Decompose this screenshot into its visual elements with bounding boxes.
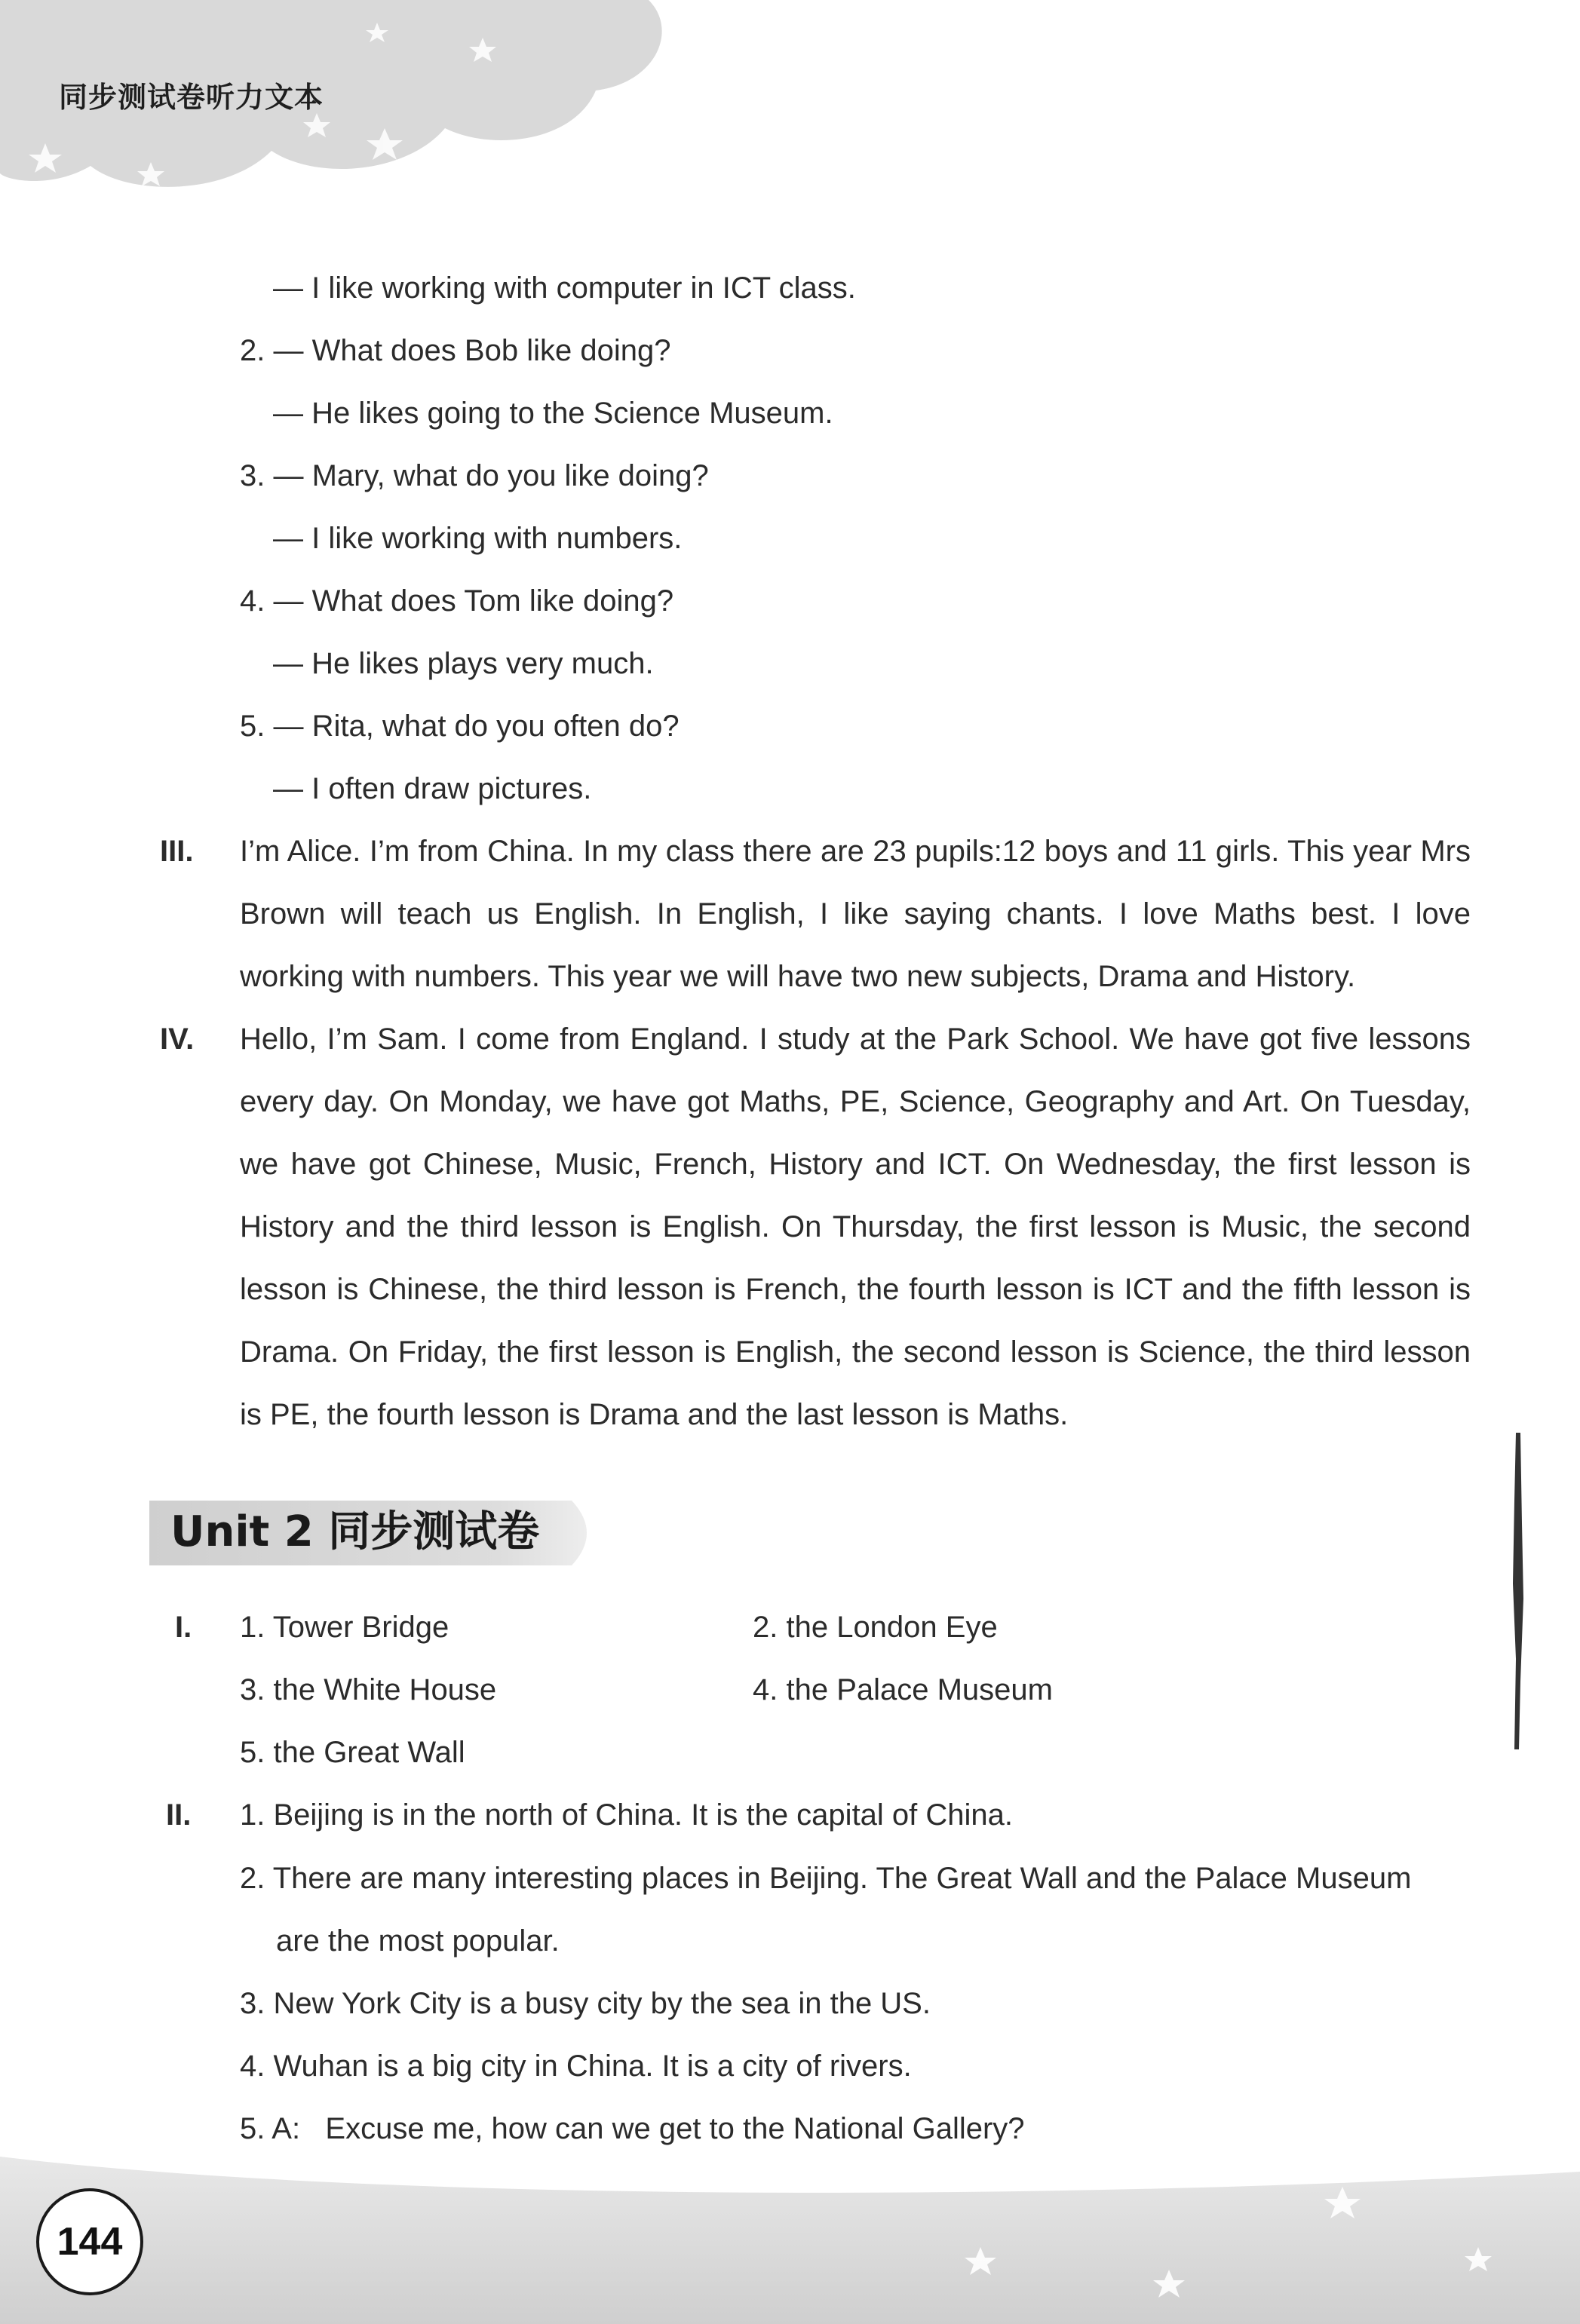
page-number: 144: [57, 2220, 123, 2264]
section-label-iii: III.: [160, 835, 194, 868]
sentence-item: 1. Beijing is in the north of China. It is the capital of China.: [240, 1798, 1014, 1832]
dialogue-line: 2. — What does Bob like doing?: [240, 334, 671, 367]
dialogue-line: 4. — What does Tom like doing?: [240, 584, 674, 618]
dialogue-line: — He likes going to the Science Museum.: [273, 397, 833, 430]
answer-item: 1. Tower Bridge: [240, 1611, 449, 1644]
answer-item: 3. the White House: [240, 1673, 497, 1706]
answer-item: 4. the Palace Museum: [753, 1673, 1053, 1706]
dialogue-line: 5. — Rita, what do you often do?: [240, 710, 680, 743]
page-number-badge: [36, 2188, 143, 2295]
answer-item: 2. the London Eye: [753, 1611, 998, 1644]
dialogue-line: — I like working with computer in ICT class.: [273, 271, 856, 305]
sentence-item: 2. There are many interesting places in Beijing. The Great Wall and the Palace Museum: [240, 1862, 1412, 1895]
dialogue-line: — I like working with numbers.: [273, 522, 683, 555]
sentence-item: 3. New York City is a busy city by the sea in the US.: [240, 1987, 931, 2020]
sentence-item: are the most popular.: [276, 1924, 560, 1958]
answer-item: 5. the Great Wall: [240, 1736, 465, 1769]
footer-band-decoration: [0, 2142, 1580, 2324]
section-label-iv: IV.: [160, 1022, 195, 1056]
dialogue-line: — He likes plays very much.: [273, 647, 654, 680]
section-title-unit2: Unit 2 同步测试卷: [170, 1507, 540, 1556]
dialogue-line: 3. — Mary, what do you like doing?: [240, 459, 709, 492]
section-label-ii: II.: [166, 1798, 192, 1832]
header-title: 同步测试卷听力文本: [59, 81, 324, 114]
scan-edge-mark: [1511, 1433, 1525, 1749]
passage-iii: I’m Alice. I’m from China. In my class there are 23 pupils:12 boys and 11 girls. This year Mrs Brown will teach us English. In English, I like saying chants. I love Maths best. I love working with numbers. This year we will have two new subjects, Drama and History.: [240, 835, 1471, 993]
sentence-item: 4. Wuhan is a big city in China. It is a city of rivers.: [240, 2050, 912, 2083]
section-label-i: I.: [175, 1611, 192, 1644]
dialogue-line: — I often draw pictures.: [273, 772, 592, 805]
sentence-item: 5. A: Excuse me, how can we get to the National Gallery?: [240, 2112, 1025, 2145]
passage-iv: Hello, I’m Sam. I come from England. I study at the Park School. We have got five lessons every day. On Monday, we have got Maths, PE, Science, Geography and Art. On Tuesday, we have got Chinese, Music, French, History and ICT. On Wednesday, the first lesson is History and the third lesson is English. On Thursday, the first lesson is Music, the second lesson is Chinese, the third lesson is French, the fourth lesson is ICT and the fifth lesson is Drama. On Friday, the first lesson is English, the second lesson is Science, the third lesson is PE, the fourth lesson is Drama and the last lesson is Maths.: [240, 1022, 1471, 1431]
